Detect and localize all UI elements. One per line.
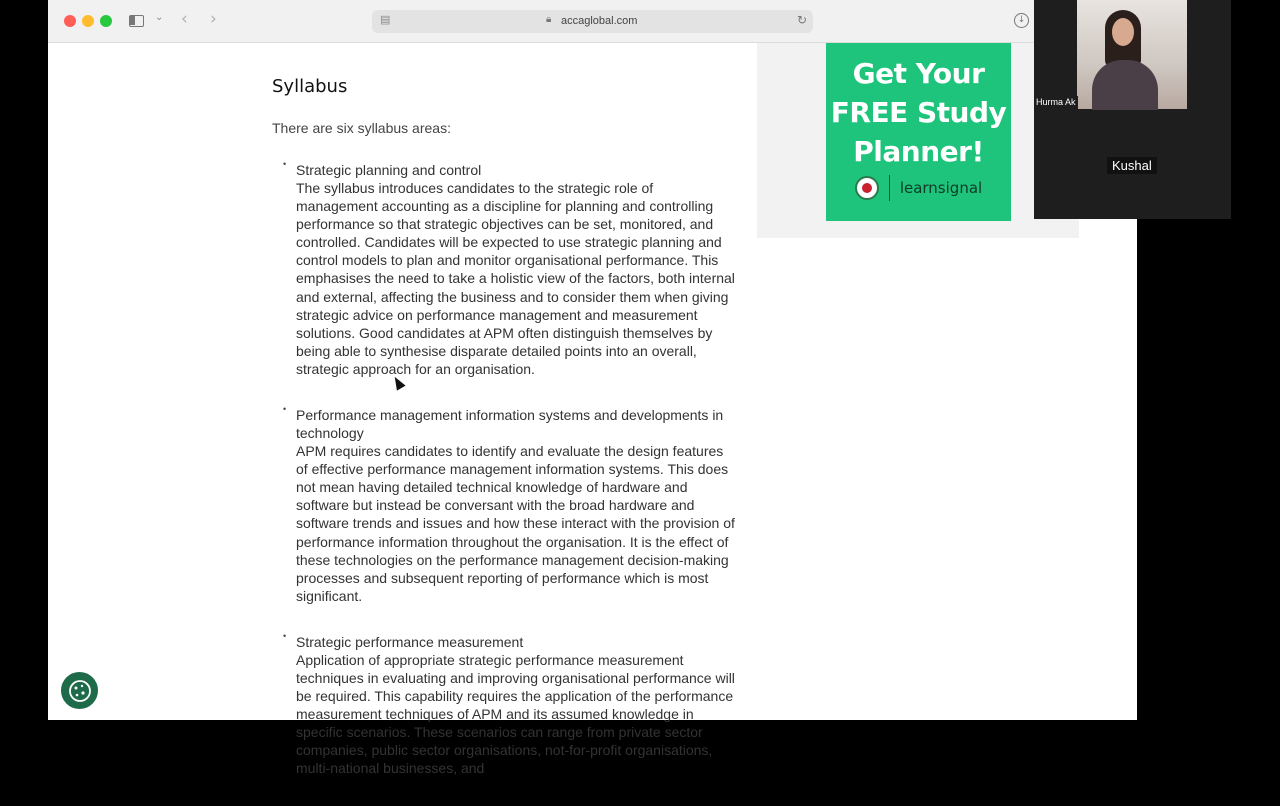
cookie-icon [67,678,93,704]
list-item [296,161,736,378]
area-description: APM requires candidates to identify and evaluate the design features of effective performance management information systems. This does not mean having detailed technical knowledge of hardware and software but instead be conversant with the broad hardware and software trends and issues and how these interact with the provision of performance information throughout the organisation. It is the effect of these technologies on the performance management decision-making processes and subsequent reporting of performance which is most significant. [296,443,735,604]
participant-video [1077,0,1187,109]
ad-line-1: Get Your [852,57,985,90]
zoom-window-button[interactable] [100,15,112,27]
area-title: • Performance management information systems and developments in technology [296,407,724,442]
browser-toolbar [48,0,1137,43]
list-item [296,633,736,778]
ad-headline [826,54,1011,171]
back-icon[interactable]: ‹ [181,9,188,29]
ad-line-3: Planner! [853,135,984,168]
ad-line-2: FREE Study [830,96,1007,129]
participant-name-tag: Kushal [1107,157,1157,174]
sidebar-toggle-icon[interactable] [129,15,144,27]
ad-divider [889,175,890,201]
page-title: Syllabus [272,76,348,97]
browser-window [48,0,1137,777]
address-bar[interactable] [372,10,813,33]
list-item [296,406,736,605]
lock-icon: 🔒︎ [546,14,552,25]
close-window-button[interactable] [64,15,76,27]
area-description: The syllabus introduces candidates to the strategic role of management accounting as a discipline for planning and controlling performance so that strategic objectives can be set, monitored, and controlled. Candidates will be expected to use strategic planning and control models to plan and monitor organisational performance. This emphasises the need to take a holistic view of the factors, both internal and external, affecting the business and to consider them when giving strategic advice on performance management and measurement solutions. Good candidates at APM often distinguish themselves by being able to synthesise disparate detailed points into an overall, strategic approach for an organisation. [296,180,735,377]
download-icon[interactable]: ↓ [1014,13,1029,28]
page-content [48,43,1137,777]
syllabus-list [296,161,736,806]
reload-icon[interactable]: ↻ [796,13,807,27]
participant-label: Hurma Ak [1034,96,1078,109]
minimize-window-button[interactable] [82,15,94,27]
chevron-down-icon[interactable]: ⌄ [155,12,164,23]
reader-icon[interactable]: ▤ [380,14,391,26]
acca-seal-icon [855,176,879,200]
forward-icon[interactable]: › [210,9,217,29]
ad-brand: learnsignal [899,179,983,197]
area-description: Application of appropriate strategic performance measurement techniques in evaluating and improving organisational performance will be required. This capability requires the application of the performance measurement techniques of APM and its assumed knowledge in specific scenarios. These scenarios can range from private sector companies, public sector organisations, not-for-profit organisations, multi-national businesses, and [296,651,735,777]
cookie-settings-button[interactable] [59,670,100,711]
intro-text: There are six syllabus areas: [272,120,451,136]
address-url: accaglobal.com [561,15,638,27]
area-title: • Strategic planning and control [296,162,482,178]
area-title: • Strategic performance measurement [296,633,524,650]
study-planner-ad[interactable] [826,43,1011,221]
ad-logo-row [826,175,1011,201]
